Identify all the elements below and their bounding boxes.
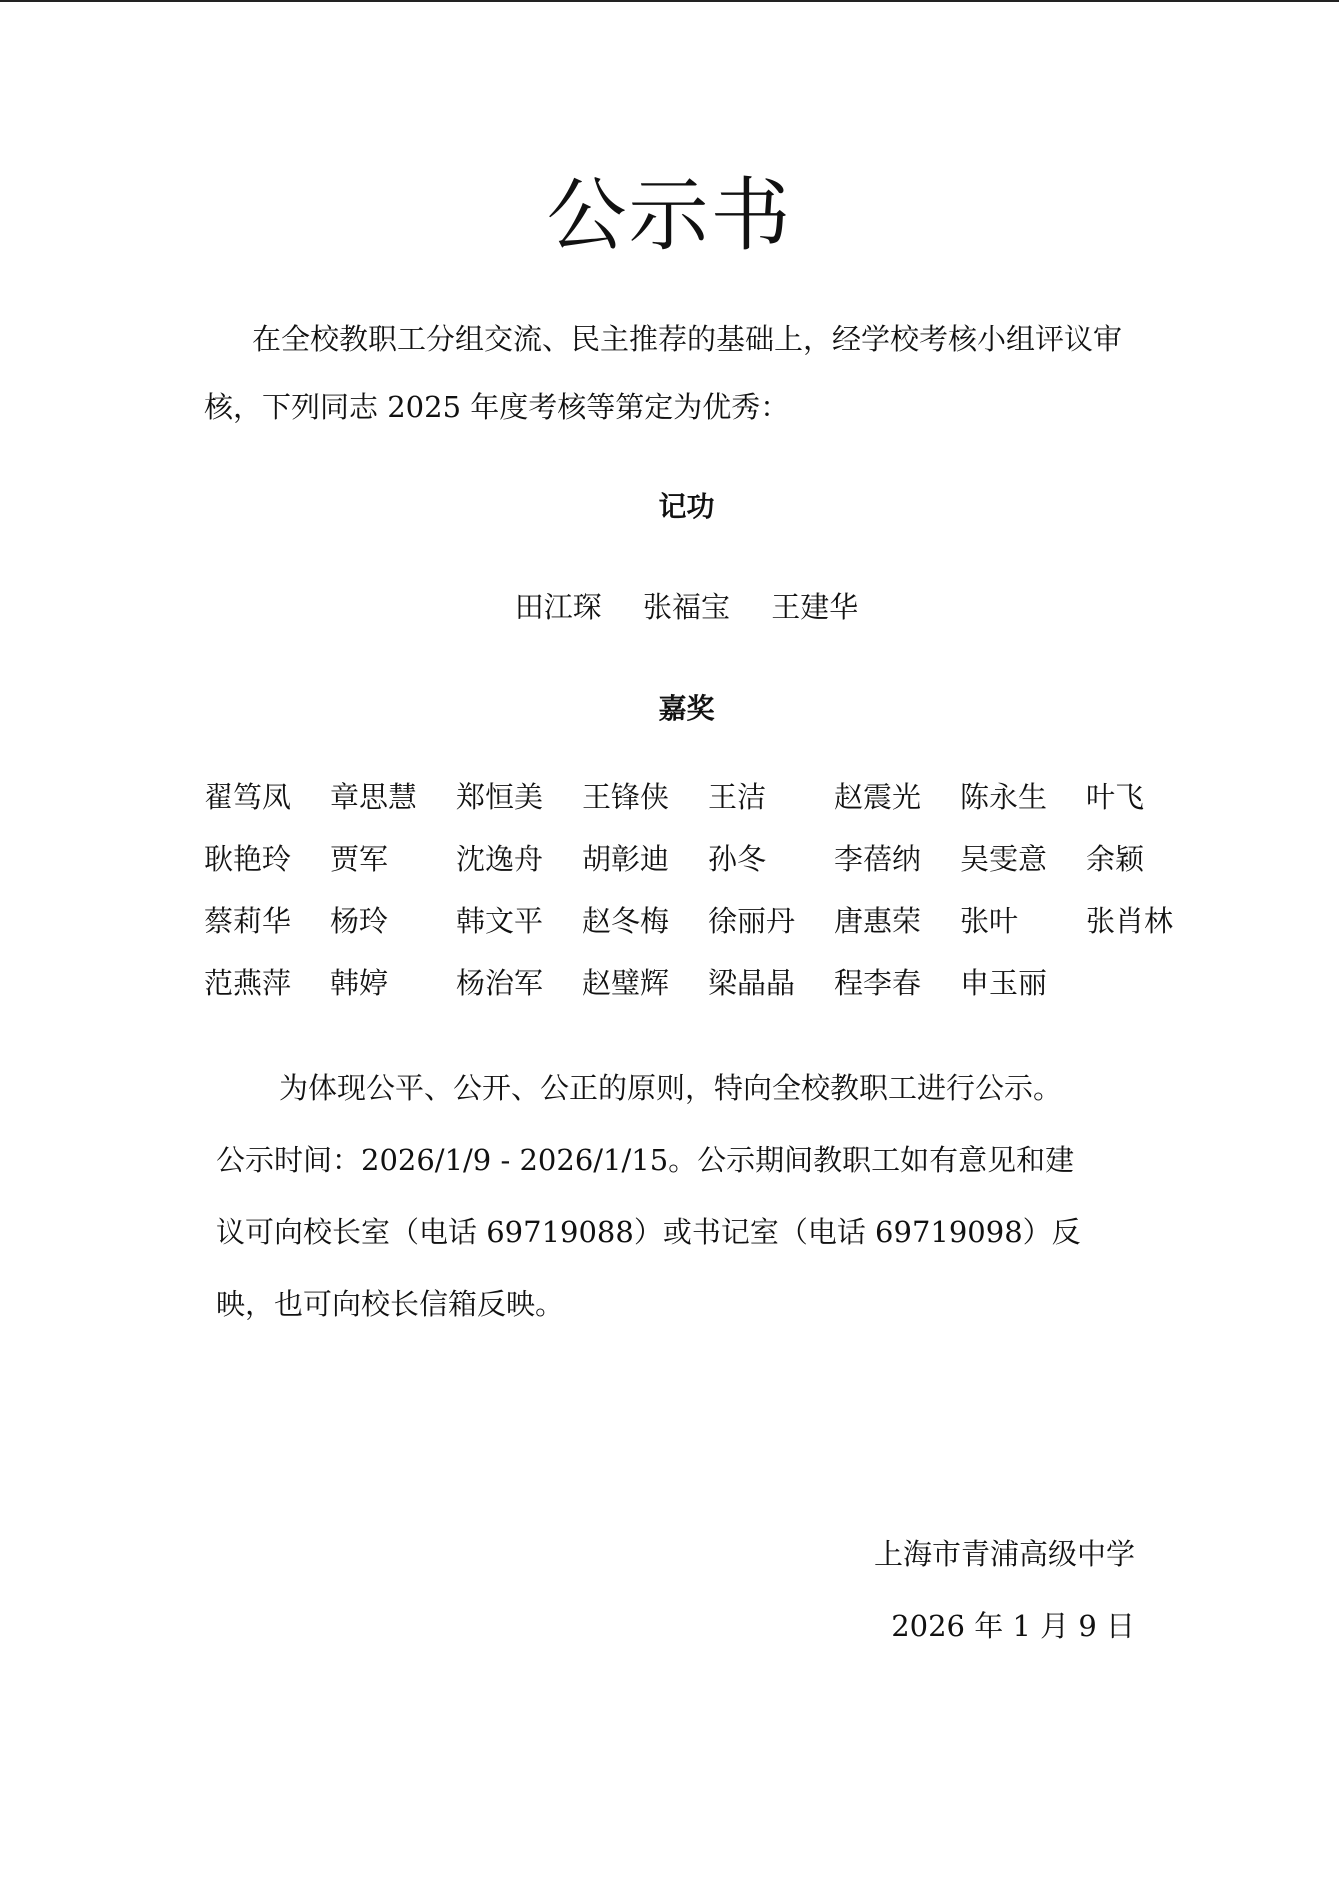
merit-name-list <box>0 587 1339 627</box>
commend-heading: 嘉奖 <box>658 692 715 725</box>
commend-name: 唐惠荣 <box>834 904 922 938</box>
intro-paragraph: 在全校教职工分组交流、民主推荐的基础上，经学校考核小组评议审核，下列同志 2025 年度考核等第定为优秀： <box>204 322 1123 424</box>
notice-paragraph <box>216 1052 1146 1340</box>
commend-name: 杨玲 <box>330 904 389 938</box>
commend-name: 范燕萍 <box>204 966 292 1000</box>
commend-name: 梁晶晶 <box>708 966 796 1000</box>
merit-name: 田江琛 <box>514 590 602 624</box>
commend-name: 陈永生 <box>960 780 1048 814</box>
merit-heading: 记功 <box>658 490 715 523</box>
commend-name: 郑恒美 <box>456 780 544 814</box>
commend-name: 胡彰迪 <box>582 842 670 876</box>
commend-name: 孙冬 <box>708 842 767 876</box>
signature-date: 2026 年 1 月 9 日 <box>891 1609 1135 1643</box>
commend-name: 王锋侠 <box>582 780 670 814</box>
commend-name: 耿艳玲 <box>204 842 292 876</box>
merit-name: 王建华 <box>771 590 859 624</box>
notice-line: 映，也可向校长信箱反映。 <box>216 1287 565 1321</box>
commend-name: 贾军 <box>330 842 389 876</box>
commend-name: 杨治军 <box>456 966 544 1000</box>
commend-name: 吴雯意 <box>960 842 1048 876</box>
commend-name: 申玉丽 <box>960 966 1048 1000</box>
commend-name: 赵冬梅 <box>582 904 670 938</box>
commend-name: 王洁 <box>708 780 767 814</box>
commend-name-list <box>204 777 1174 1025</box>
commend-name: 赵璧辉 <box>582 966 670 1000</box>
commend-name: 张肖林 <box>1086 904 1174 938</box>
signature-block <box>874 1518 1135 1662</box>
commend-name: 赵震光 <box>834 780 922 814</box>
commend-name: 章思慧 <box>330 780 418 814</box>
commend-name: 张叶 <box>960 904 1019 938</box>
notice-line: 议可向校长室（电话 69719088）或书记室（电话 69719098）反 <box>216 1215 1081 1249</box>
commend-name: 韩婷 <box>330 966 389 1000</box>
commend-name: 余颖 <box>1086 842 1145 876</box>
commend-name: 翟笃凤 <box>204 780 292 814</box>
notice-line: 为体现公平、公开、公正的原则，特向全校教职工进行公示。 <box>279 1071 1063 1105</box>
commend-name: 程李春 <box>834 966 922 1000</box>
notice-line: 公示时间：2026/1/9 - 2026/1/15。公示期间教职工如有意见和建 <box>216 1143 1075 1177</box>
commend-name: 沈逸舟 <box>456 842 544 876</box>
document-title: 公示书 <box>546 169 793 262</box>
commend-name: 韩文平 <box>456 904 544 938</box>
commend-name: 徐丽丹 <box>708 904 796 938</box>
commend-name: 叶飞 <box>1086 780 1145 814</box>
commend-name: 蔡莉华 <box>204 904 292 938</box>
merit-name: 张福宝 <box>642 590 730 624</box>
signature-organization: 上海市青浦高级中学 <box>873 1537 1135 1571</box>
commend-name: 李蓓纳 <box>834 842 922 876</box>
